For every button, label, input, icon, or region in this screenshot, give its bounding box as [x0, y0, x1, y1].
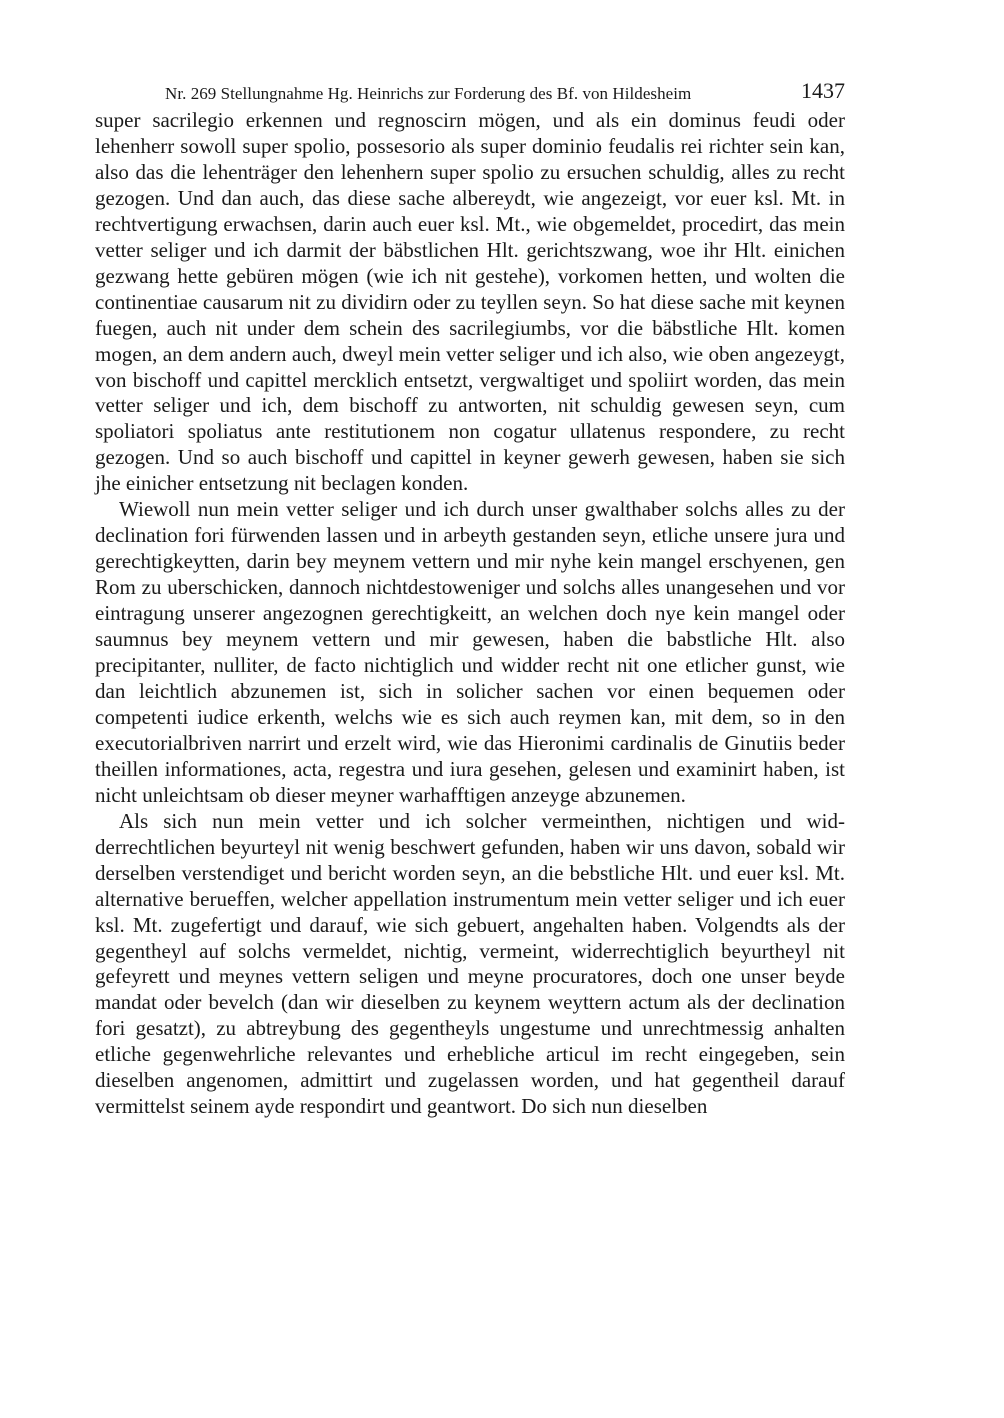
running-head-title: Nr. 269 Stellungnahme Hg. Heinrichs zur Forderung des Bf. von Hildesheim — [165, 84, 692, 103]
body-text — [95, 108, 845, 1120]
running-head — [95, 76, 845, 110]
paragraph-3: Als sich nun mein vetter und ich solcher vermeinthen, nichtigen und widderrechtlichen beyurteyl nit wenig beschwert gefunden, haben wir uns davon, sobald wir derselben verstendiget und bericht worden seyn, an die bebstliche Hlt. und euer ksl. Mt. alternative berueffen, welcher appellation instrumentum mein vetter seliger und ich euer ksl. Mt. zugefertigt und darauf, wie sich gebuert, angehalten haben. Volgendts als der gegentheyl auf solchs vermeldet, nichtig, vermeint, widerrechtiglich beyurtheyl nit gefeyrett und meynes vettern seligen und meyne procuratores, doch one unser beyde mandat oder bevelch (dan wir dieselben zu keynem weyttern actum als der declination fori gesatzt), zu abtreybung des gegentheyls ungestume und unrechtmessig anhalten etliche gegenwehrliche relevantes und erhebliche articul im recht eingegeben, sein dieselben angenomen, admittirt und zugelassen worden, und hat gegentheil darauf vermittelst seinem ayde respondirt und geantwort. Do sich nun dieselben — [95, 808, 845, 1119]
page-number: 1437 — [801, 78, 845, 103]
paragraph-2: Wiewoll nun mein vetter seliger und ich durch unser gwalthaber solchs alles zu der declination fori fürwenden lassen und in arbeyth gestanden seyn, etliche unsere jura und gerechtigkeytten, darin bey meynem vettern und mir nyhe kein mangel erschyenen, gen Rom zu uberschicken, dannoch nichtdestoweniger und solchs alles unangesehen und vor eintragung unserer angezognen gerechtigkeitt, an welchen doch nye kein mangel oder saumnus bey meynem vettern und mir gewesen, haben die babstliche Hlt. also precipitanter, nulliter, de facto nichtiglich und widder recht nit one etlicher gunst, wie dan leichtlich abzunemen ist, sich in solicher sachen vor einen bequemen oder competenti iudice erkenth, welchs wie es sich auch reymen kan, mit dem, so in den executorialbriven narrirt und erzelt wird, wie das Hieronimi cardinalis de Ginutiis beder theillen informationes, acta, regestra und iura gesehen, gelesen und examinirt haben, ist nicht unleichtsam ob dieser meyner warhafftigen anzeyge abzunemen. — [95, 497, 845, 807]
document-page — [95, 76, 845, 1120]
paragraph-1: super sacrilegio erkennen und regnoscirn mögen, und als ein dominus feudi oder lehenherr sowoll super spolio, possesorio als super dominio feudalis rei richter sein kan, also das die lehenträger den lehenhern super spolio zu ersuchen schuldig, alles zu recht gezogen. Und dan auch, das diese sache albereydt, wie angezeigt, vor euer ksl. Mt. in rechtvertigung erwachsen, darin auch euer ksl. Mt., wie obgemeldet, procedirt, das mein vetter seliger und ich darmit der bäbstlichen Hlt. gerichtszwang, woe ihr Hlt. einichen gezwang hette gebüren mögen (wie ich nit gestehe), vorkomen hetten, und wolten die continentiae causarum nit zu dividirn oder zu teyllen seyn. So hat diese sache mit keynen fuegen, auch nit under dem schein des sacrilegiumbs, vor die bäbstliche Hlt. komen mogen, an dem andern auch, dweyl mein vetter seliger und ich also, wie oben angezeygt, von bischoff und capittel mercklich entsetzt, vergwaltiget und spoliirt worden, das mein vetter seliger und ich, dem bischoff zu antworten, nit schuldig gewesen seyn, cum spoliatori spoliatus ante restitutionem non cogatur ullatenus respondere, zu recht gezogen. Und so auch bischoff und capittel in keyner gewerh gewesen, haben sie sich jhe einicher entsetzung nit beclagen konden. — [95, 108, 845, 496]
